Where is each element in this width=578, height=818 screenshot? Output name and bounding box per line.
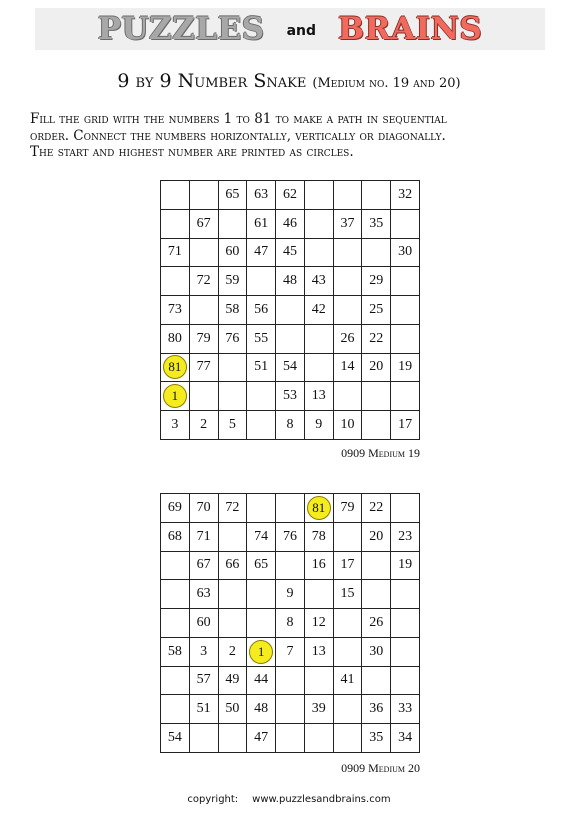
grid-cell[interactable]: 3 [161, 411, 190, 440]
grid-cell[interactable]: 60 [189, 609, 218, 638]
grid-cell[interactable] [161, 551, 190, 580]
grid-row [161, 637, 420, 666]
grid-cell[interactable] [391, 296, 420, 325]
grid-cell[interactable]: 42 [304, 296, 333, 325]
grid-cell[interactable]: 13 [304, 637, 333, 666]
grid-cell[interactable] [304, 353, 333, 382]
grid-row [161, 411, 420, 440]
grid-cell[interactable] [362, 580, 391, 609]
grid-row [161, 296, 420, 325]
copyright-label: copyright: [187, 794, 239, 805]
grid-cell[interactable]: 61 [247, 209, 276, 238]
grid-cell[interactable]: 67 [189, 551, 218, 580]
grid-cell[interactable]: 9 [304, 411, 333, 440]
circled-number-81: 81 [163, 355, 187, 379]
grid-cell[interactable]: 19 [391, 551, 420, 580]
grid-cell[interactable]: 48 [276, 267, 305, 296]
grid-row [161, 666, 420, 695]
grid-cell[interactable]: 25 [362, 296, 391, 325]
grid-cell[interactable]: 48 [247, 695, 276, 724]
grid-cell[interactable] [218, 522, 247, 551]
grid-cell[interactable] [161, 695, 190, 724]
puzzle-grid-medium-20 [160, 493, 420, 753]
grid-cell[interactable] [218, 209, 247, 238]
grid-cell[interactable]: 26 [362, 609, 391, 638]
grid-cell[interactable] [333, 609, 362, 638]
puzzle-caption-medium-20: 0909 Medium 20 [341, 761, 420, 775]
grid-cell[interactable]: 67 [189, 209, 218, 238]
puzzle-caption-medium-19: 0909 Medium 19 [341, 446, 420, 460]
grid-cell[interactable]: 54 [161, 724, 190, 753]
grid-cell[interactable]: 62 [276, 181, 305, 210]
grid-cell[interactable]: 76 [218, 324, 247, 353]
grid-cell[interactable]: 58 [218, 296, 247, 325]
grid-cell[interactable] [161, 267, 190, 296]
grid-cell[interactable] [189, 181, 218, 210]
grid-cell[interactable]: 53 [276, 382, 305, 411]
grid-cell[interactable] [276, 494, 305, 523]
grid-cell[interactable]: 70 [189, 494, 218, 523]
grid-cell[interactable] [189, 296, 218, 325]
grid-cell[interactable]: 20 [362, 353, 391, 382]
grid-cell[interactable] [333, 695, 362, 724]
grid-row [161, 353, 420, 382]
grid-cell[interactable] [333, 522, 362, 551]
grid-cell[interactable] [304, 494, 333, 523]
grid-cell[interactable]: 68 [161, 522, 190, 551]
grid-cell[interactable]: 23 [391, 522, 420, 551]
grid-cell[interactable]: 34 [391, 724, 420, 753]
brand-word-brains: BRAINS [338, 11, 483, 47]
grid-cell[interactable]: 39 [304, 695, 333, 724]
grid-cell[interactable]: 35 [362, 209, 391, 238]
grid-cell[interactable] [276, 296, 305, 325]
grid-cell[interactable] [333, 267, 362, 296]
grid-cell[interactable]: 77 [189, 353, 218, 382]
grid-cell[interactable]: 72 [218, 494, 247, 523]
grid-cell[interactable]: 12 [304, 609, 333, 638]
grid-cell[interactable] [276, 324, 305, 353]
grid-cell[interactable] [247, 411, 276, 440]
grid-cell[interactable]: 10 [333, 411, 362, 440]
grid-cell[interactable] [391, 324, 420, 353]
grid-cell[interactable] [304, 238, 333, 267]
instruction-line: order. Connect the numbers horizontally, vertically or diagonally. [30, 127, 446, 144]
grid-cell[interactable]: 22 [362, 324, 391, 353]
grid-cell[interactable] [391, 382, 420, 411]
grid-cell[interactable]: 22 [362, 494, 391, 523]
grid-cell[interactable]: 59 [218, 267, 247, 296]
grid-cell[interactable]: 36 [362, 695, 391, 724]
grid-cell[interactable]: 57 [189, 666, 218, 695]
grid-row [161, 724, 420, 753]
grid-cell[interactable]: 72 [189, 267, 218, 296]
grid-cell[interactable] [218, 353, 247, 382]
grid-cell[interactable] [161, 181, 190, 210]
grid-cell[interactable] [247, 580, 276, 609]
grid-cell[interactable] [391, 267, 420, 296]
grid-cell[interactable]: 26 [333, 324, 362, 353]
grid-cell[interactable]: 63 [247, 181, 276, 210]
grid-cell[interactable] [247, 382, 276, 411]
grid-row [161, 551, 420, 580]
grid-cell[interactable] [362, 666, 391, 695]
grid-cell[interactable] [391, 666, 420, 695]
grid-cell[interactable]: 80 [161, 324, 190, 353]
grid-cell[interactable] [333, 382, 362, 411]
grid-cell[interactable] [161, 209, 190, 238]
grid-cell[interactable]: 9 [276, 580, 305, 609]
grid-cell[interactable]: 79 [189, 324, 218, 353]
grid-cell[interactable] [161, 382, 190, 411]
grid-cell[interactable]: 17 [333, 551, 362, 580]
grid-cell[interactable] [333, 238, 362, 267]
grid-cell[interactable]: 5 [218, 411, 247, 440]
page-title-main: 9 by 9 Number Snake [117, 70, 307, 92]
grid-cell[interactable] [247, 609, 276, 638]
grid-cell[interactable]: 19 [391, 353, 420, 382]
instructions [30, 111, 560, 161]
grid-cell[interactable]: 3 [189, 637, 218, 666]
grid-cell[interactable]: 33 [391, 695, 420, 724]
grid-cell[interactable] [161, 580, 190, 609]
grid-cell[interactable] [391, 580, 420, 609]
grid-cell[interactable]: 78 [304, 522, 333, 551]
grid-cell[interactable]: 30 [391, 238, 420, 267]
grid-cell[interactable]: 32 [391, 181, 420, 210]
grid-cell[interactable] [247, 637, 276, 666]
grid-cell[interactable]: 20 [362, 522, 391, 551]
grid-row [161, 267, 420, 296]
grid-cell[interactable]: 37 [333, 209, 362, 238]
grid-cell[interactable] [333, 724, 362, 753]
circled-number-1: 1 [249, 640, 273, 664]
grid-cell[interactable]: 71 [161, 238, 190, 267]
grid-cell[interactable] [161, 609, 190, 638]
instruction-line: Fill the grid with the numbers 1 to 81 to make a path in sequential [30, 111, 447, 127]
grid-cell[interactable]: 63 [189, 580, 218, 609]
grid-cell[interactable] [304, 666, 333, 695]
grid-row [161, 209, 420, 238]
grid-cell[interactable]: 35 [362, 724, 391, 753]
grid-cell[interactable]: 66 [218, 551, 247, 580]
grid-cell[interactable]: 17 [391, 411, 420, 440]
grid-cell[interactable] [333, 637, 362, 666]
grid-cell[interactable] [304, 580, 333, 609]
grid-row [161, 580, 420, 609]
grid-cell[interactable]: 71 [189, 522, 218, 551]
grid-cell[interactable]: 76 [276, 522, 305, 551]
grid-cell[interactable]: 47 [247, 238, 276, 267]
grid-cell[interactable] [276, 666, 305, 695]
grid-row [161, 382, 420, 411]
grid-cell[interactable] [304, 181, 333, 210]
grid-cell[interactable] [362, 551, 391, 580]
grid-cell[interactable]: 2 [189, 411, 218, 440]
grid-cell[interactable]: 2 [218, 637, 247, 666]
grid-cell[interactable] [304, 724, 333, 753]
grid-cell[interactable] [362, 181, 391, 210]
grid-cell[interactable] [218, 609, 247, 638]
grid-cell[interactable] [161, 353, 190, 382]
grid-cell[interactable]: 51 [189, 695, 218, 724]
footer-link[interactable]: www.puzzlesandbrains.com [252, 794, 391, 805]
grid-cell[interactable]: 41 [333, 666, 362, 695]
instruction-line: The start and highest number are printed as circles. [30, 144, 354, 160]
grid-cell[interactable] [247, 494, 276, 523]
grid-cell[interactable] [218, 580, 247, 609]
page-title-sub: (Medium no. 19 and 20) [312, 76, 461, 91]
grid-cell[interactable] [333, 296, 362, 325]
grid-cell[interactable]: 65 [218, 181, 247, 210]
grid-cell[interactable]: 13 [304, 382, 333, 411]
grid-cell[interactable]: 51 [247, 353, 276, 382]
grid-cell[interactable]: 45 [276, 238, 305, 267]
grid-cell[interactable]: 54 [276, 353, 305, 382]
grid-cell[interactable]: 46 [276, 209, 305, 238]
page-title [0, 70, 578, 92]
grid-cell[interactable]: 73 [161, 296, 190, 325]
grid-cell[interactable]: 58 [161, 637, 190, 666]
grid-row [161, 181, 420, 210]
grid-row [161, 522, 420, 551]
grid-cell[interactable] [391, 637, 420, 666]
grid-cell[interactable] [189, 382, 218, 411]
grid-cell[interactable] [333, 181, 362, 210]
grid-cell[interactable] [304, 324, 333, 353]
grid-cell[interactable]: 30 [362, 637, 391, 666]
grid-cell[interactable] [189, 724, 218, 753]
grid-cell[interactable] [362, 382, 391, 411]
grid-row [161, 324, 420, 353]
grid-cell[interactable]: 8 [276, 609, 305, 638]
brand-logo [35, 8, 545, 50]
grid-cell[interactable] [161, 666, 190, 695]
grid-row [161, 494, 420, 523]
grid-cell[interactable]: 79 [333, 494, 362, 523]
grid-cell[interactable] [276, 551, 305, 580]
brand-word-puzzles: PUZZLES [97, 11, 265, 47]
grid-cell[interactable] [391, 609, 420, 638]
grid-cell[interactable]: 15 [333, 580, 362, 609]
grid-cell[interactable] [391, 494, 420, 523]
grid-cell[interactable]: 29 [362, 267, 391, 296]
grid-cell[interactable]: 43 [304, 267, 333, 296]
grid-cell[interactable]: 7 [276, 637, 305, 666]
grid-cell[interactable] [276, 695, 305, 724]
brand-banner [35, 8, 545, 50]
grid-cell[interactable]: 14 [333, 353, 362, 382]
circled-number-1: 1 [163, 384, 187, 408]
grid-cell[interactable] [189, 238, 218, 267]
grid-cell[interactable]: 69 [161, 494, 190, 523]
footer [0, 794, 578, 805]
circled-number-81: 81 [307, 496, 331, 520]
brand-word-and: and [286, 23, 317, 39]
grid-cell[interactable]: 49 [218, 666, 247, 695]
grid-row [161, 238, 420, 267]
grid-cell[interactable] [362, 411, 391, 440]
grid-cell[interactable]: 47 [247, 724, 276, 753]
grid-cell[interactable]: 50 [218, 695, 247, 724]
grid-cell[interactable]: 74 [247, 522, 276, 551]
grid-row [161, 609, 420, 638]
grid-cell[interactable]: 44 [247, 666, 276, 695]
grid-cell[interactable]: 60 [218, 238, 247, 267]
grid-row [161, 695, 420, 724]
grid-cell[interactable]: 55 [247, 324, 276, 353]
grid-cell[interactable] [391, 209, 420, 238]
grid-cell[interactable]: 16 [304, 551, 333, 580]
grid-cell[interactable] [247, 267, 276, 296]
grid-cell[interactable]: 8 [276, 411, 305, 440]
puzzle-grid-medium-19 [160, 180, 420, 440]
grid-cell[interactable] [276, 724, 305, 753]
grid-cell[interactable] [304, 209, 333, 238]
grid-cell[interactable]: 56 [247, 296, 276, 325]
grid-cell[interactable] [218, 724, 247, 753]
grid-cell[interactable]: 65 [247, 551, 276, 580]
grid-cell[interactable] [362, 238, 391, 267]
grid-cell[interactable] [218, 382, 247, 411]
